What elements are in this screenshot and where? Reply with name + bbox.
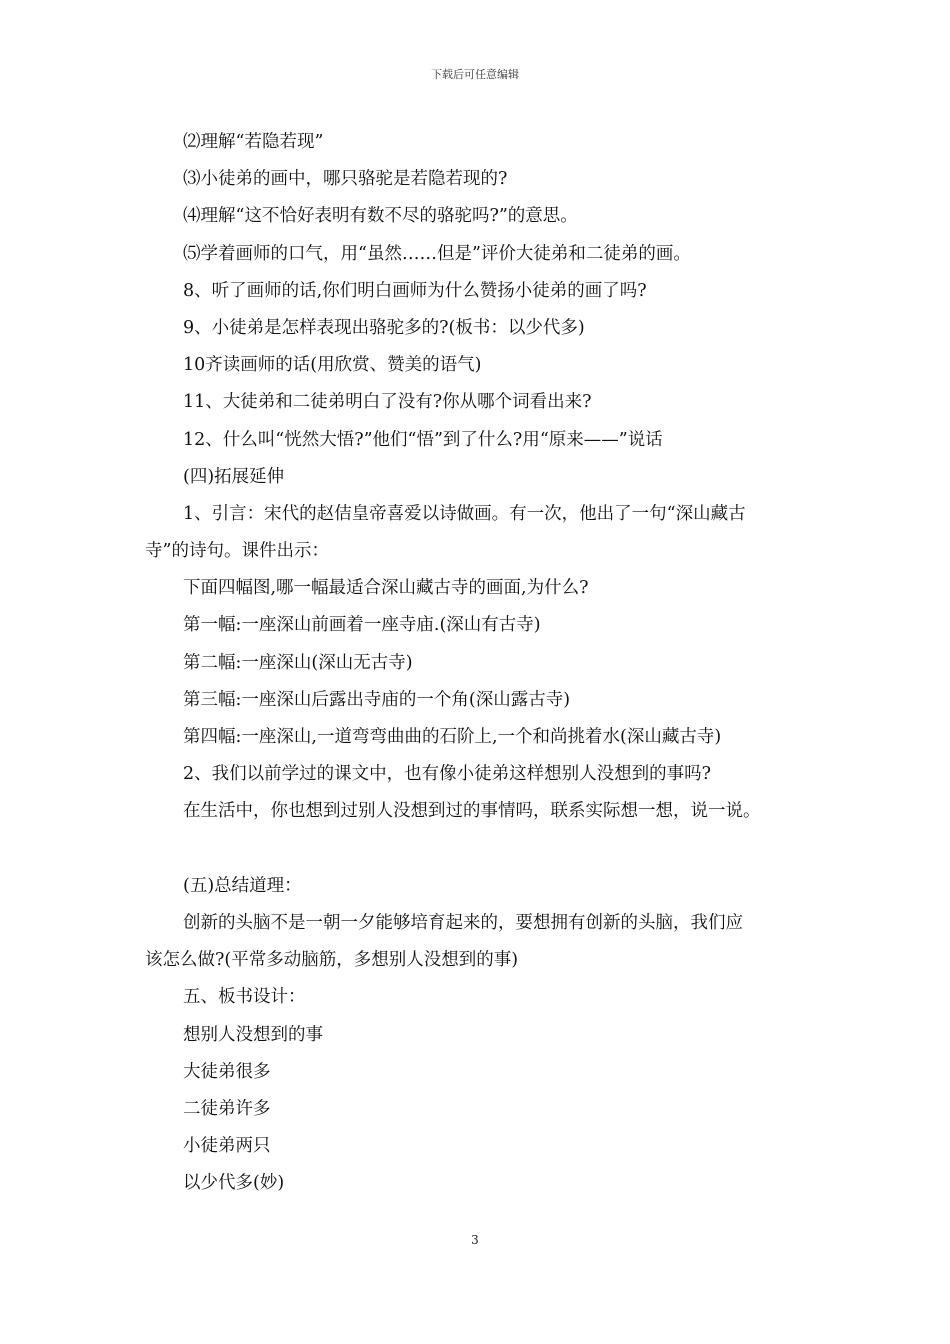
text-line: ⑷理解“这不恰好表明有数不尽的骆驼吗?”的意思。 bbox=[183, 206, 578, 227]
page-header-note: 下载后可任意编辑 bbox=[431, 68, 519, 81]
section-heading: (五)总结道理： bbox=[183, 875, 302, 896]
text-line: 9、小徒弟是怎样表现出骆驼多的?(板书：以少代多) bbox=[183, 317, 585, 338]
text-line: 2、我们以前学过的课文中，也有像小徒弟这样想别人没想到的事吗? bbox=[183, 764, 712, 785]
text-line: 寺”的诗句。课件出示： bbox=[145, 541, 329, 562]
text-line: 第三幅:一座深山后露出寺庙的一个角(深山露古寺) bbox=[183, 689, 571, 710]
text-line: ⑵理解“若隐若现” bbox=[183, 132, 324, 152]
text-line: 1、引言：宋代的赵佶皇帝喜爱以诗做画。有一次，他出了一句“深山藏古 bbox=[183, 503, 746, 524]
document-body bbox=[145, 124, 825, 1202]
board-design-line: 二徒弟许多 bbox=[183, 1098, 271, 1119]
text-line: 12、什么叫“恍然大悟?”他们“悟”到了什么?用“原来——”说话 bbox=[183, 429, 663, 450]
text-line: 创新的头脑不是一朝一夕能够培育起来的，要想拥有创新的头脑，我们应 bbox=[183, 912, 743, 933]
text-line: 10齐读画师的话(用欣赏、赞美的语气) bbox=[183, 355, 482, 376]
page-number: 3 bbox=[471, 1233, 479, 1247]
board-design-line: 以少代多(妙) bbox=[183, 1173, 285, 1194]
text-line: 下面四幅图,哪一幅最适合深山藏古寺的画面,为什么? bbox=[183, 578, 589, 599]
text-line: 该怎么做?(平常多动脑筋，多想别人没想到的事) bbox=[145, 950, 519, 971]
text-line: 11、大徒弟和二徒弟明白了没有?你从哪个词看出来? bbox=[183, 392, 592, 413]
text-line: 8、听了画师的话,你们明白画师为什么赞扬小徒弟的画了吗? bbox=[183, 280, 647, 301]
blank-line bbox=[145, 831, 825, 868]
board-design-line: 大徒弟很多 bbox=[183, 1061, 271, 1082]
section-heading: (四)拓展延伸 bbox=[183, 466, 285, 487]
text-line: 第四幅:一座深山,一道弯弯曲曲的石阶上,一个和尚挑着水(深山藏古寺) bbox=[183, 727, 722, 747]
section-heading: 五、板书设计： bbox=[183, 987, 306, 1008]
text-line: 第二幅:一座深山(深山无古寺) bbox=[183, 652, 413, 673]
text-line: 第一幅:一座深山前画着一座寺庙.(深山有古寺) bbox=[183, 615, 541, 636]
text-line: ⑶小徒弟的画中，哪只骆驼是若隐若现的? bbox=[183, 169, 508, 190]
text-line: ⑸学着画师的口气，用“虽然……但是”评价大徒弟和二徒弟的画。 bbox=[183, 243, 691, 264]
board-design-line: 想别人没想到的事 bbox=[183, 1024, 323, 1045]
board-design-line: 小徒弟两只 bbox=[183, 1136, 271, 1157]
text-line: 在生活中，你也想到过别人没想到过的事情吗，联系实际想一想，说一说。 bbox=[183, 801, 761, 822]
